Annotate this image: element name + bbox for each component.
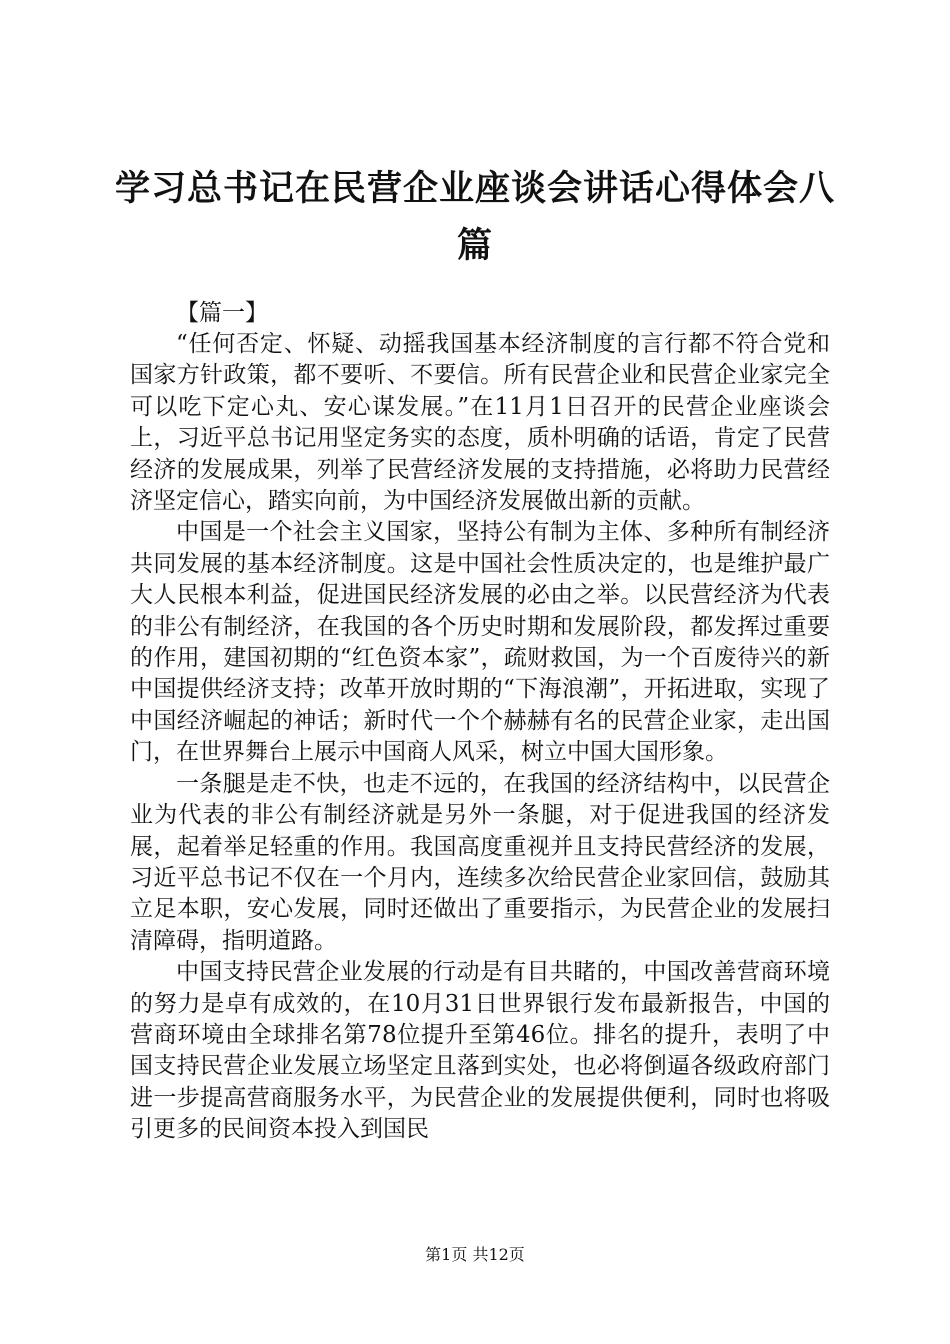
paragraph: 中国是一个社会主义国家，坚持公有制为主体、多种所有制经济共同发展的基本经济制度。这是中国社会性质决定的，也是维护最广大人民根本利益，促进国民经济发展的必由之举。以民营经济为代表的非公有制经济，在我国的各个历史时期和发展阶段，都发挥过重要的作用，建国初期的“红色资本家”，疏财救国，为一个百废待兴的新中国提供经济支持；改革开放时期的“下海浪潮”，开拓进取，实现了中国经济崛起的神话；新时代一个个赫赫有名的民营企业家，走出国门，在世界舞台上展示中国商人风采，树立中国大国形象。 [130,519,830,766]
paragraph: 一条腿是走不快，也走不远的，在我国的经济结构中，以民营企业为代表的非公有制经济就是另外一条腿，对于促进我国的经济发展，起着举足轻重的作用。我国高度重视并且支持民营经济的发展，习近平总书记不仅在一个月内，连续多次给民营企业家回信，鼓励其立足本职，安心发展，同时还做出了重要指示，为民营企业的发展扫清障碍，指明道路。 [130,770,830,954]
document-body [130,298,830,1146]
section-label: 【篇一】 [176,300,268,326]
page-footer: 第1页 共12页 [425,1245,525,1264]
paragraph: “任何否定、怀疑、动摇我国基本经济制度的言行都不符合党和国家方针政策，都不要听、不要信。所有民营企业和民营企业家完全可以吃下定心丸、安心谋发展。”在11月1日召开的民营企业座谈会上，习近平总书记用坚定务实的态度，质朴明确的话语，肯定了民营经济的发展成果，列举了民营经济发展的支持措施，必将助力民营经济坚定信心，踏实向前，为中国经济发展做出新的贡献。 [130,331,830,515]
document-title: 学习总书记在民营企业座谈会讲话心得体会八篇 [114,168,835,266]
paragraph: 中国支持民营企业发展的行动是有目共睹的，中国改善营商环境的努力是卓有成效的，在10月31日世界银行发布最新报告，中国的营商环境由全球排名第78位提升至第46位。排名的提升，表明了中国支持民营企业发展立场坚定且落到实处，也必将倒逼各级政府部门进一步提高营商服务水平，为民营企业的发展提供便利，同时也将吸引更多的民间资本投入到国民 [130,959,830,1143]
